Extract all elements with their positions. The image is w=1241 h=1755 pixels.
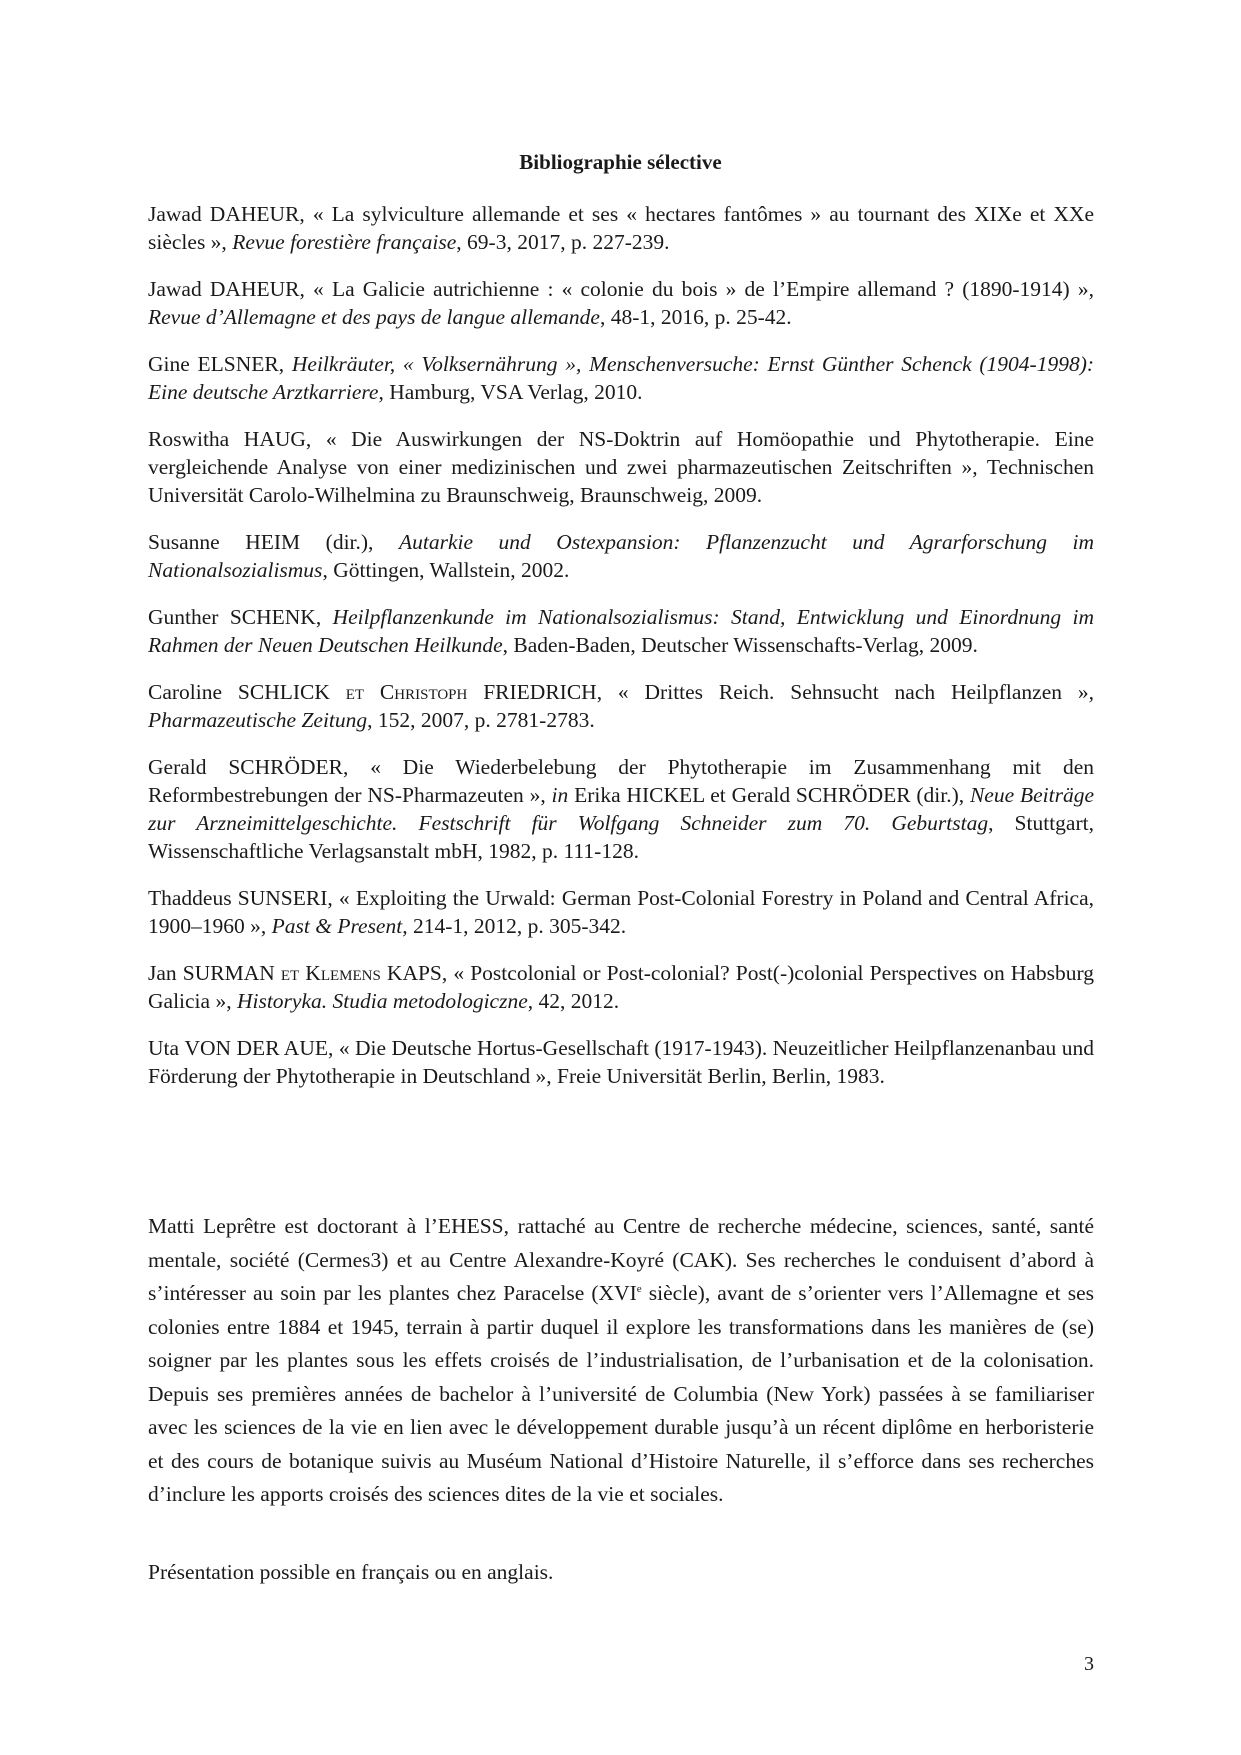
entry-text: , « Die Auswirkungen der NS-Doktrin auf Homöopathie und Phytotherapie. Eine vergleichende Analyse von einer medizinischen und zwei pharmazeutischen Zeitschriften », Technischen Universität Carolo-Wilhelmina zu Braunschweig, Braunschweig, 2009. <box>148 427 1094 507</box>
entry-text-after: , 48-1, 2016, p. 25-42. <box>599 305 792 329</box>
bibliography-entry <box>148 959 1094 1015</box>
entry-text-after: , Hamburg, VSA Verlag, 2010. <box>378 380 643 404</box>
entry-text: , « La sylviculture allemande et ses « hectares fantômes » au tournant des XIXe et XXe siècles », <box>148 202 1095 254</box>
bibliography-entry <box>148 603 1094 659</box>
bio-text-end: siècle), avant de s’orienter vers l’Allemagne et ses colonies entre 1884 et 1945, terrain à partir duquel il explore les transformations dans les manières de (se) soigner par les plantes sous les effets croisés de l’industrialisation, de l’urbanisation et de la colonisation. Depuis ses premières années de bachelor à l’université de Columbia (New York) passées à se familiariser avec les sciences de la vie en lien avec le développement durable jusqu’à un récent diplôme en herboristerie et des cours de botanique suivis au Muséum National d’Histoire Naturelle, il s’efforce dans ses recherches d’inclure les apports croisés des sciences dites de la vie et sociales. <box>148 1281 1094 1506</box>
entry-title-italic: Autarkie und Ostexpansion: Pflanzenzucht und Agrarforschung im Nationalsozialismus <box>148 530 1094 582</box>
bibliography-entry <box>148 528 1094 584</box>
entry-text: , « La Galicie autrichienne : « colonie du bois » de l’Empire allemand ? (1890-1914) », <box>299 277 1094 301</box>
author-first-name: Jan <box>148 961 177 985</box>
entry-text: , <box>278 352 292 376</box>
entry-text: (dir.), <box>300 530 399 554</box>
author-last-name: VON DER AUE <box>184 1036 328 1060</box>
entry-title-italic: Revue forestière française <box>232 230 457 254</box>
author-last-name: SCHLICK et Christoph FRIEDRICH <box>237 680 597 704</box>
bibliography-entry <box>148 275 1094 331</box>
author-last-name: SCHRÖDER <box>228 755 344 779</box>
bibliography-entry <box>148 1034 1094 1090</box>
entry-text-after: Erika HICKEL et Gerald SCHRÖDER (dir.), <box>568 783 970 807</box>
entry-text: , « Postcolonial or Post-colonial? Post(-)colonial Perspectives on Habsburg Galicia », <box>148 961 1094 1013</box>
entry-title-italic-2: Neue Beiträge zur Arzneimittelgeschichte. Festschrift für Wolfgang Schneider zum 70. Geburtstag <box>148 783 1094 835</box>
author-last-name: SURMAN et Klemens KAPS <box>182 961 442 985</box>
bio-text-start: Matti Leprêtre est doctorant à l’EHESS, rattaché au Centre de recherche médecine, sciences, santé, santé mentale, société (Cermes3) et au Centre Alexandre-Koyré (CAK). Ses recherches le conduisent d’abord à s’intéresser au soin par les plantes chez Paracelse ( <box>148 1214 1094 1305</box>
author-last-name: ELSNER <box>197 352 279 376</box>
bibliography-list <box>148 200 1094 1109</box>
author-last-name: DAHEUR <box>209 277 300 301</box>
entry-text: , « Drittes Reich. Sehnsucht nach Heilpflanzen », <box>596 680 1094 704</box>
entry-title-italic: Pharmazeutische Zeitung <box>148 708 368 732</box>
author-first-name: Susanne <box>148 530 220 554</box>
author-first-name: Roswitha <box>148 427 230 451</box>
bibliography-entry <box>148 753 1094 865</box>
author-first-name: Uta <box>148 1036 180 1060</box>
language-note: Présentation possible en français ou en anglais. <box>148 1560 554 1584</box>
author-last-name: HEIM <box>245 530 301 554</box>
bibliography-entry <box>148 350 1094 406</box>
bibliography-entry <box>148 678 1094 734</box>
entry-text-after: , 42, 2012. <box>527 989 620 1013</box>
entry-text-after: , 152, 2007, p. 2781-2783. <box>367 708 595 732</box>
author-last-name: SUNSERI <box>237 886 328 910</box>
author-last-name: SCHENK <box>229 605 316 629</box>
entry-text-after-2: , Stuttgart, Wissenschaftliche Verlagsanstalt mbH, 1982, p. 111-128. <box>148 811 1094 863</box>
entry-title-italic: Historyka. Studia metodologiczne <box>236 989 528 1013</box>
author-first-name: Gunther <box>148 605 219 629</box>
author-first-name: Jawad <box>148 277 202 301</box>
bibliography-entry <box>148 884 1094 940</box>
entry-title-italic: Heilpflanzenkunde im Nationalsozialismus: Stand, Entwicklung und Einordnung im Rahmen der Neuen Deutschen Heilkunde <box>148 605 1095 657</box>
entry-text-after: , 69-3, 2017, p. 227-239. <box>456 230 670 254</box>
bibliography-entry <box>148 200 1094 256</box>
author-first-name: Jawad <box>148 202 202 226</box>
author-first-name: Thaddeus <box>148 886 232 910</box>
entry-text-after: , Göttingen, Wallstein, 2002. <box>322 558 570 582</box>
entry-text: , <box>315 605 333 629</box>
bio-century-sup: e <box>636 1282 642 1295</box>
bio-paragraph <box>148 1210 1094 1512</box>
bibliography-entry <box>148 425 1094 509</box>
author-bio <box>148 1210 1094 1512</box>
author-last-name: HAUG <box>243 427 306 451</box>
entry-title-italic: in <box>551 783 569 807</box>
entry-text-after: , Baden-Baden, Deutscher Wissenschafts-Verlag, 2009. <box>502 633 978 657</box>
entry-title-italic: Revue d’Allemagne et des pays de langue allemande <box>148 305 600 329</box>
bibliography-title: Bibliographie sélective <box>519 150 722 174</box>
author-first-name: Caroline <box>148 680 223 704</box>
entry-text-after: , 214-1, 2012, p. 305-342. <box>402 914 627 938</box>
author-last-name: DAHEUR <box>209 202 300 226</box>
entry-text: , « Die Deutsche Hortus-Gesellschaft (1917-1943). Neuzeitlicher Heilpflanzenanbau und Förderung der Phytotherapie in Deutschland », Freie Universität Berlin, Berlin, 1983. <box>148 1036 1094 1088</box>
page-number: 3 <box>1084 1653 1094 1675</box>
entry-text: , « Exploiting the Urwald: German Post-Colonial Forestry in Poland and Central Africa, 1900–1960 », <box>148 886 1095 938</box>
author-first-name: Gerald <box>148 755 207 779</box>
bio-century: XVI <box>598 1281 637 1305</box>
entry-title-italic: Heilkräuter, « Volksernährung », Menschenversuche: Ernst Günther Schenck (1904-1998): Eine deutsche Arztkarriere <box>148 352 1095 404</box>
entry-text: , « Die Wiederbelebung der Phytotherapie im Zusammenhang mit den Reformbestrebungen der NS-Pharmazeuten », <box>148 755 1095 807</box>
entry-title-italic: Past & Present <box>271 914 403 938</box>
author-first-name: Gine <box>148 352 190 376</box>
